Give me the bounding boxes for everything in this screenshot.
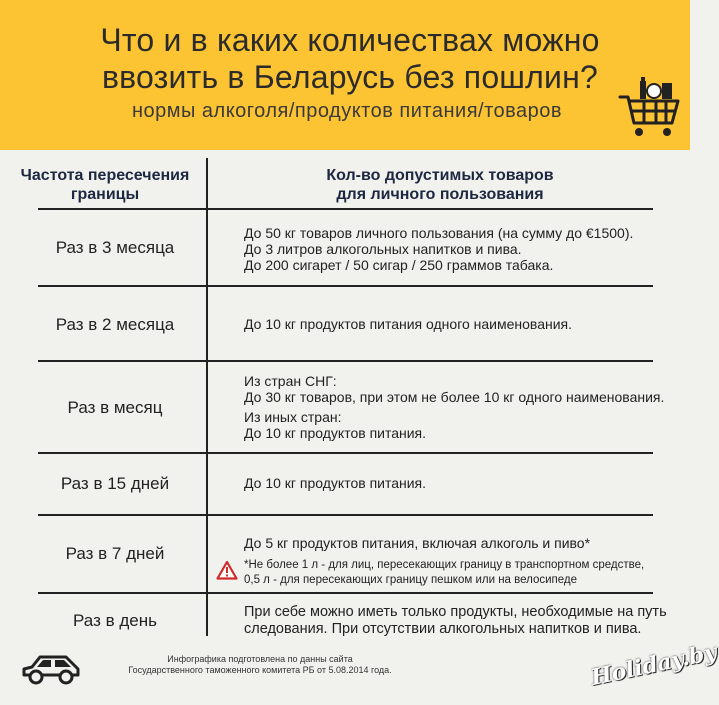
- column-header-frequency: Частота пересечения границы: [20, 167, 190, 203]
- car-icon: [20, 649, 82, 689]
- row-divider: [38, 592, 653, 594]
- frequency-monthly: Раз в месяц: [67, 398, 163, 417]
- row-divider: [38, 452, 653, 454]
- header-banner: [0, 0, 690, 150]
- shopping-cart-icon: [618, 75, 682, 141]
- allowance-daily: При себе можно иметь только продукты, необходимые на путь следования. При отсутствии алкогольных напитков и пива.: [244, 604, 667, 637]
- frequency-15-days: Раз в 15 дней: [60, 474, 170, 493]
- source-credit: Инфографика подготовлена по данны сайта Государственного таможенного комитета РБ от 5.08.2014 года.: [128, 654, 392, 675]
- allowance-7-days: До 5 кг продуктов питания, включая алкоголь и пиво*: [244, 535, 591, 551]
- column-header-allowance: Кол-во допустимых товаров для личного пользования: [326, 167, 554, 203]
- row-divider: [38, 360, 653, 362]
- holiday-logo: Holiday.by: [588, 638, 719, 692]
- title-line-1: Что и в каких количествах можно: [100, 22, 600, 58]
- frequency-3-months: Раз в 3 месяца: [55, 238, 175, 257]
- row-divider: [38, 514, 653, 516]
- allowance-2-months: До 10 кг продуктов питания одного наименования.: [244, 316, 573, 332]
- alcohol-note: *Не более 1 л - для лиц, пересекающих границу в транспортном средстве, 0,5 л - для пересекающих границу пешком или на велосипеде: [244, 559, 645, 586]
- page-subtitle: нормы алкоголя/продуктов питания/товаров: [131, 100, 563, 122]
- title-line-2: ввозить в Беларусь без пошлин?: [101, 59, 598, 95]
- row-divider: [38, 208, 653, 210]
- allowance-15-days: До 10 кг продуктов питания.: [244, 475, 427, 491]
- frequency-7-days: Раз в 7 дней: [65, 544, 165, 563]
- page-title: [40, 22, 660, 96]
- row-divider: [38, 285, 653, 287]
- warning-icon: [216, 560, 238, 580]
- frequency-2-months: Раз в 2 месяца: [55, 315, 175, 334]
- allowance-monthly: Из стран СНГ: До 30 кг товаров, при этом не более 10 кг одного наименования. Из иных стран: До 10 кг продуктов питания.: [244, 373, 665, 441]
- frequency-daily: Раз в день: [73, 611, 157, 630]
- column-divider: [206, 158, 208, 636]
- allowance-3-months: До 50 кг товаров личного пользования (на сумму до €1500). До 3 литров алкогольных напитков и пива. До 200 сигарет / 50 сигар / 250 граммов табака.: [244, 225, 634, 273]
